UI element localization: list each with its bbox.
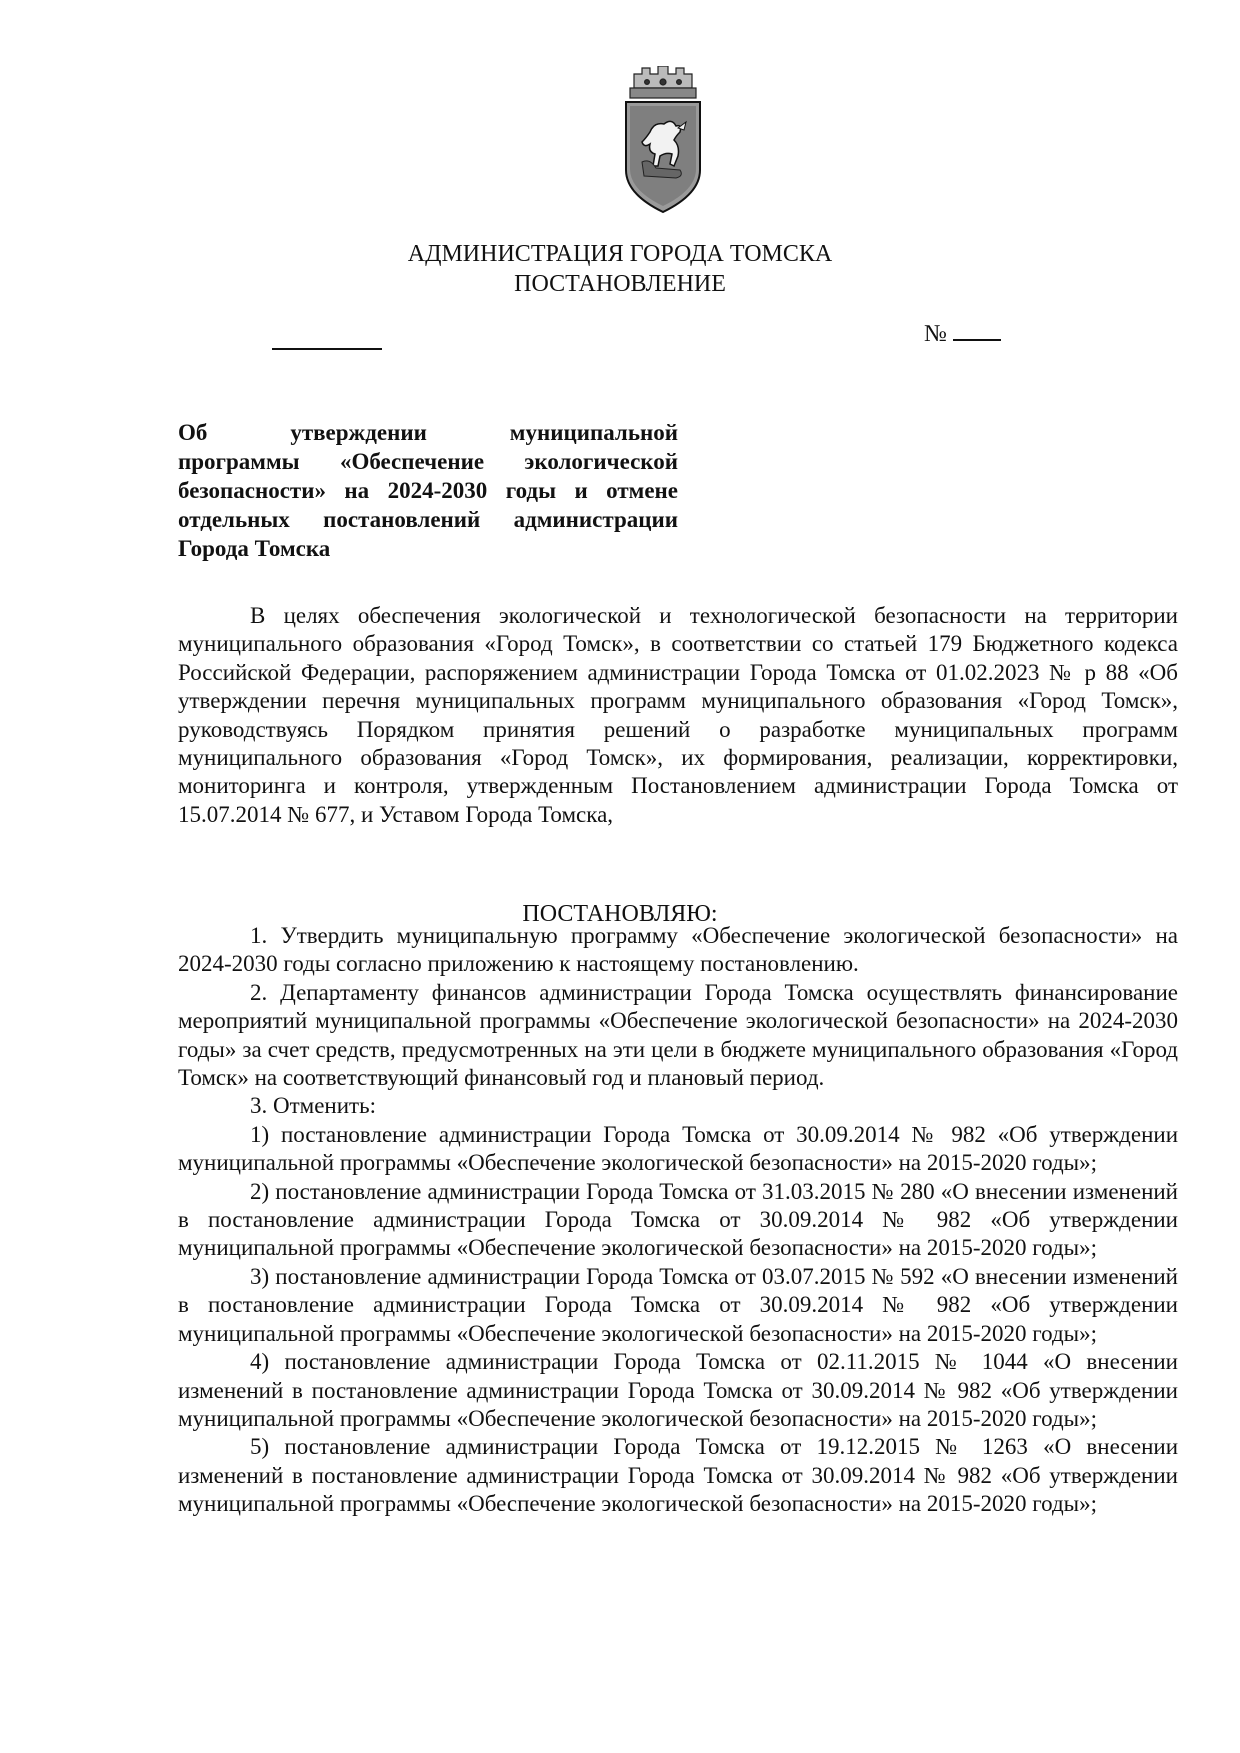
preamble	[178, 602, 1178, 829]
point-paragraph: 2. Департаменту финансов администрации Города Томска осуществлять финансирование мероприятий муниципальной программы «Обеспечение экологической безопасности» на 2024-2030 годы» за счет средств, предусмотренных на эти цели в бюджете муниципального образования «Город Томск» на соответствующий финансовый год и плановый период.	[178, 979, 1178, 1091]
point-paragraph: 5) постановление администрации Города Томска от 19.12.2015 № 1263 «О внесении изменений в постановление администрации Города Томска от 30.09.2014 № 982 «Об утверждении муниципальной программы «Обеспечение экологической безопасности» на 2015-2020 годы»;	[178, 1434, 1178, 1517]
tomsk-coat-of-arms-icon	[620, 66, 706, 216]
point-paragraph: 1. Утвердить муниципальную программу «Обеспечение экологической безопасности» на 2024-2030 годы согласно приложению к настоящему постановлению.	[178, 923, 1178, 977]
title-line: безопасности» на 2024-2030 годы и отмене	[178, 478, 678, 503]
point-paragraph: 4) постановление администрации Города Томска от 02.11.2015 № 1044 «О внесении изменений в постановление администрации Города Томска от 30.09.2014 № 982 «Об утверждении муниципальной программы «Обеспечение экологической безопасности» на 2015-2020 годы»;	[178, 1349, 1178, 1431]
organization-name: АДМИНИСТРАЦИЯ ГОРОДА ТОМСКА	[407, 241, 833, 267]
date-blank-line	[272, 348, 382, 350]
title-line: программы «Обеспечение экологической	[178, 449, 678, 474]
point-paragraph: 3. Отменить:	[250, 1093, 376, 1119]
title-line: Города Томска	[178, 536, 331, 561]
point-paragraph: 3) постановление администрации Города Томска от 03.07.2015 № 592 «О внесении изменений в постановление администрации Города Томска от 30.09.2014 № 982 «Об утверждении муниципальной программы «Обеспечение экологической безопасности» на 2015-2020 годы»;	[178, 1263, 1178, 1346]
document-title	[178, 418, 678, 563]
point-paragraph: 1) постановление администрации Города Томска от 30.09.2014 № 982 «Об утверждении муниципальной программы «Обеспечение экологической безопасности» на 2015-2020 годы»;	[178, 1121, 1178, 1176]
decree-heading: ПОСТАНОВЛЯЮ:	[522, 901, 718, 927]
point-paragraph: 2) постановление администрации Города Томска от 31.03.2015 № 280 «О внесении изменений в постановление администрации Города Томска от 30.09.2014 № 982 «Об утверждении муниципальной программы «Обеспечение экологической безопасности» на 2015-2020 годы»;	[178, 1178, 1178, 1261]
title-line: Об утверждении муниципальной	[178, 420, 678, 445]
decree-points	[178, 922, 1178, 1519]
number-blank-line	[953, 321, 1001, 341]
title-line: отдельных постановлений администрации	[178, 507, 678, 532]
document-number	[924, 320, 1001, 349]
number-label: №	[924, 321, 947, 347]
preamble-paragraph: В целях обеспечения экологической и технологической безопасности на территории муниципального образования «Город Томск», в соответствии со статьей 179 Бюджетного кодекса Российской Федерации, распоряжением администрации Города Томска от 01.02.2023 № р 88 «Об утверждении перечня муниципальных программ муниципального образования «Город Томск», руководствуясь Порядком принятия решений о разработке муниципальных программ муниципального образования «Город Томск», их формирования, реализации, корректировки, мониторинга и контроля, утвержденным Постановлением администрации Города Томска от 15.07.2014 № 677, и Уставом Города Томска,	[178, 603, 1178, 827]
document-type: ПОСТАНОВЛЕНИЕ	[514, 271, 726, 297]
